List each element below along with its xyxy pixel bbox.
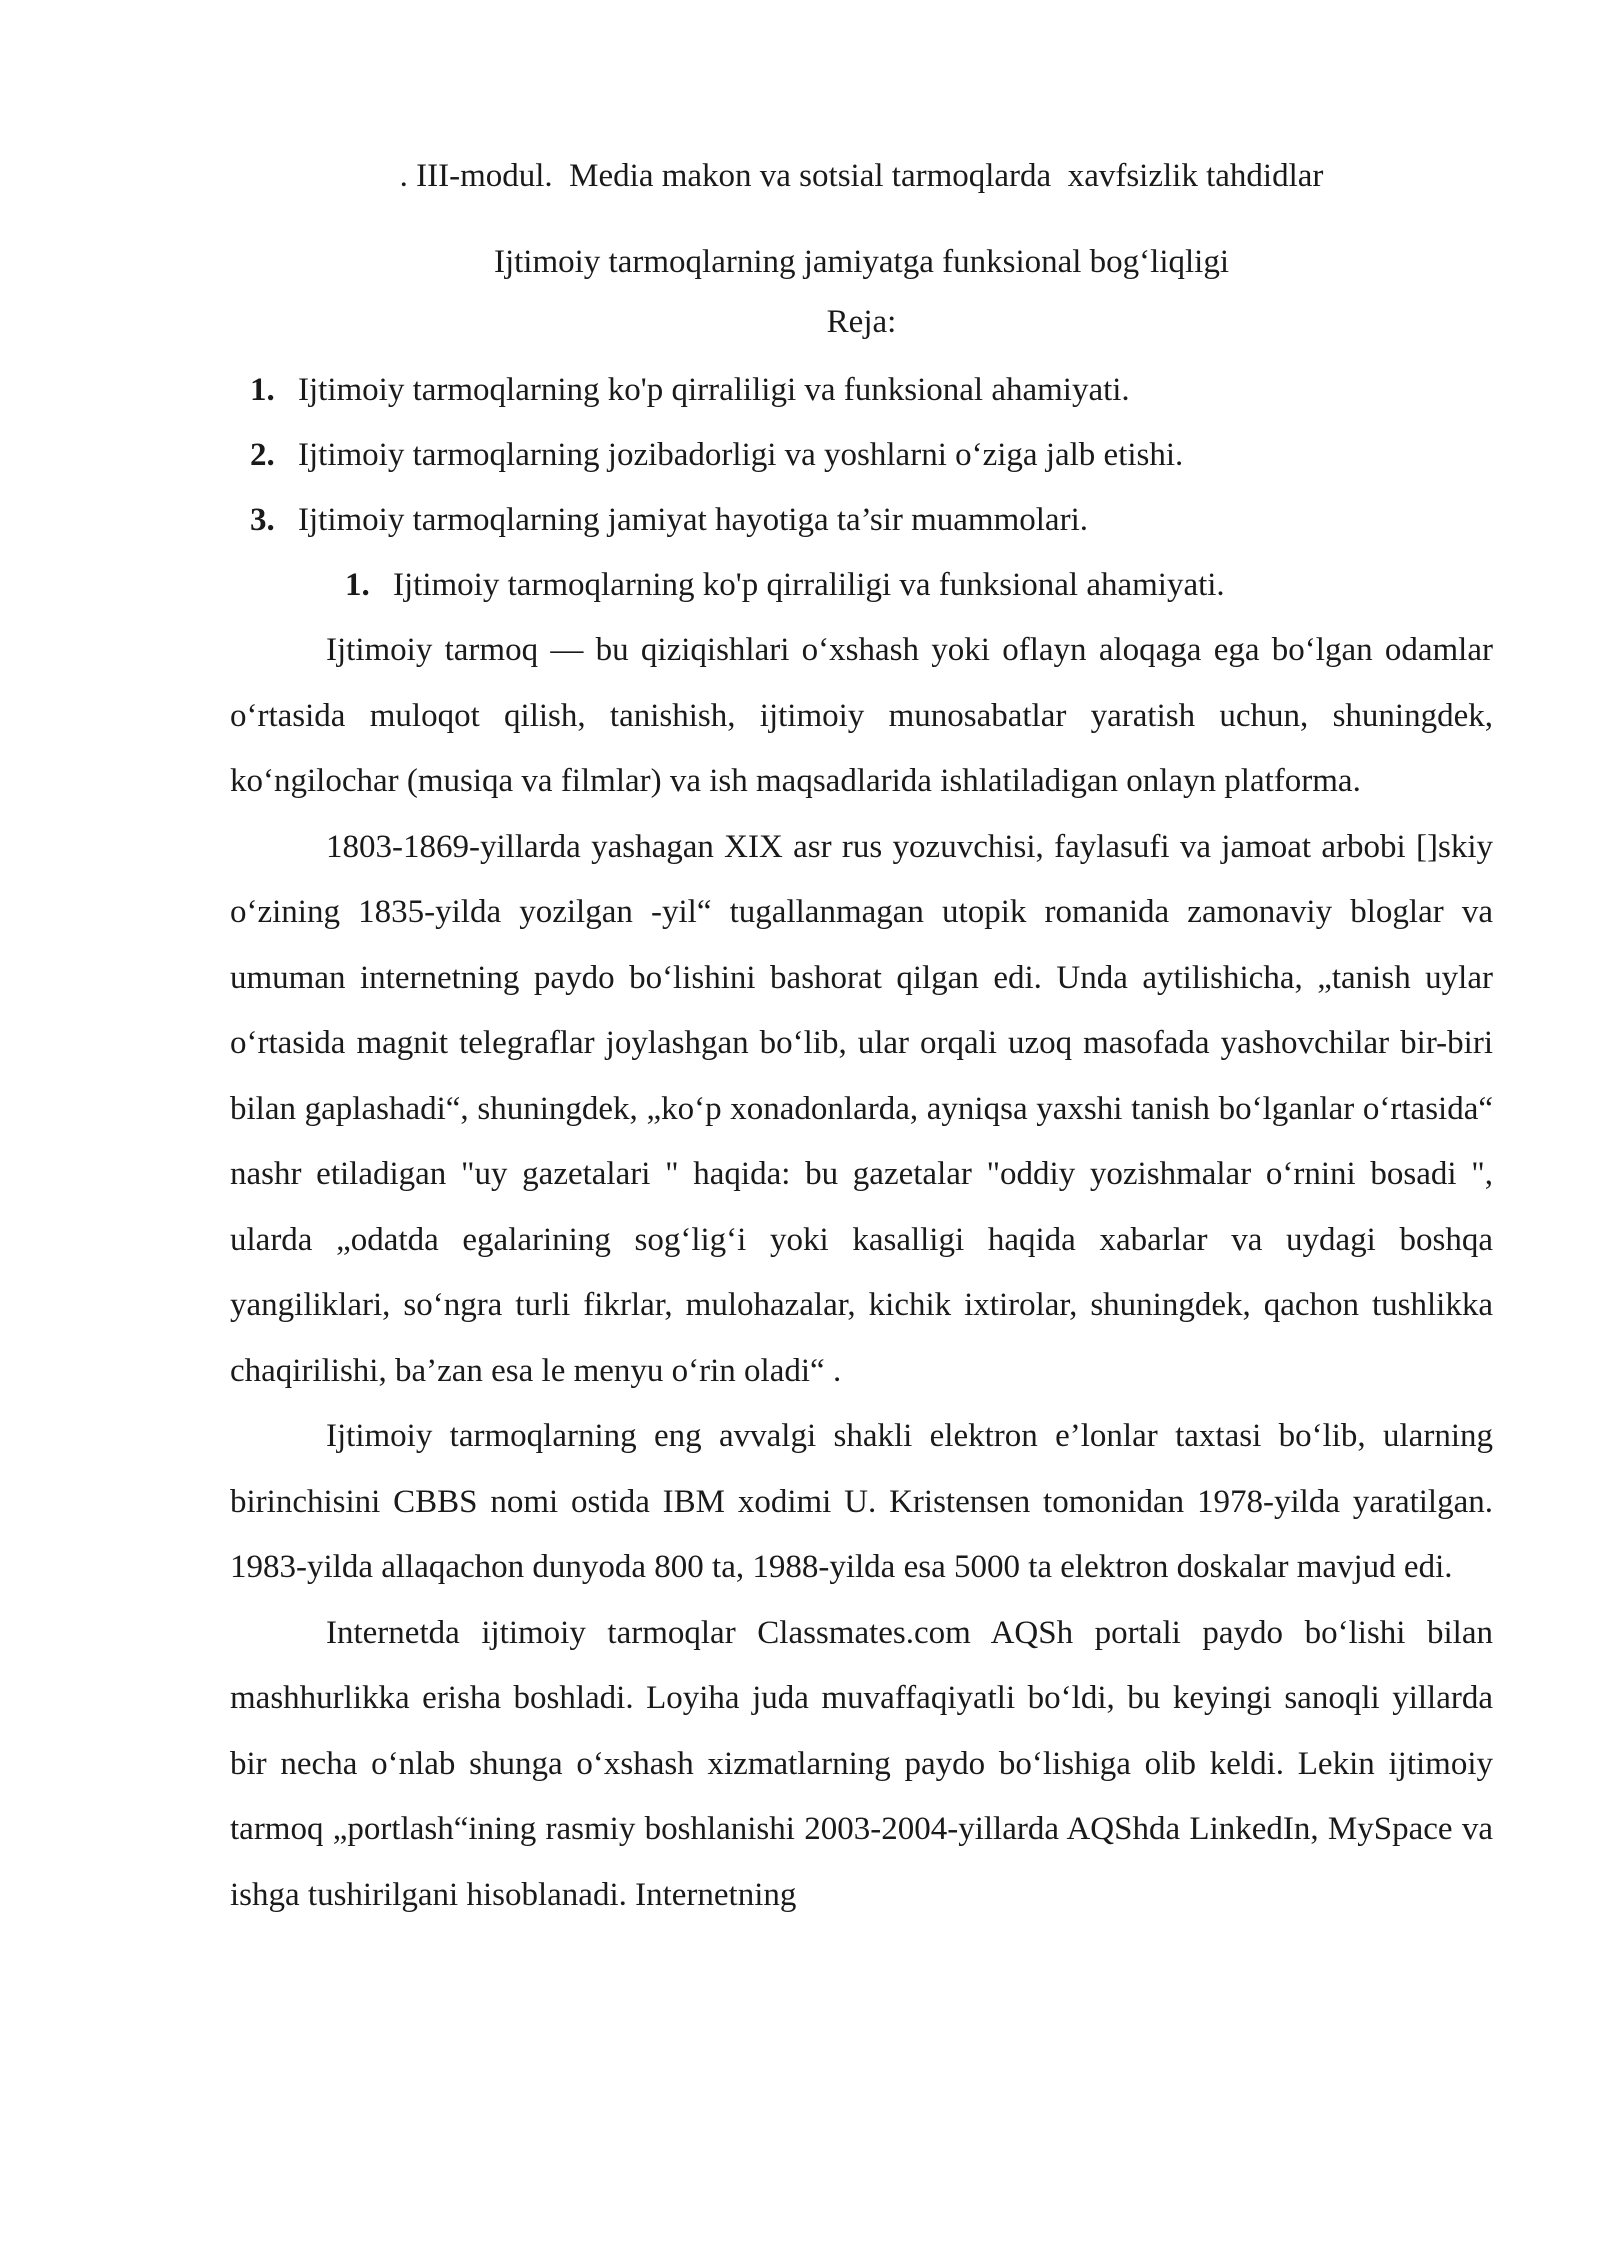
plan-heading: Reja: [826,304,897,340]
document-body [230,150,1493,1928]
plan-item-number: 1. [250,372,275,408]
plan-item-number: 2. [250,437,275,473]
body-paragraph: Internetda ijtimoiy tarmoqlar Classmates.com AQSh portali paydo bo‘lishi bilan mashhurlikka erisha boshladi. Loyiha juda muvaffaqiyatli bo‘ldi, bu keyingi sanoqli yillarda bir necha o‘nlab shunga o‘xshash xizmatlarning paydo bo‘lishiga olib keldi. Lekin ijtimoiy tarmoq „portlash“ining rasmiy boshlanishi 2003-2004-yillarda AQShda LinkedIn, MySpace va ishga tushirilgani hisoblanadi. Internetning [230,1614,1493,1913]
body-paragraph: 1803-1869-yillarda yashagan XIX asr rus yozuvchisi, faylasufi va jamoat arbobi []skiy o‘zining 1835-yilda yozilgan -yil“ tugallanmagan utopik romanida zamonaviy bloglar va umuman internetning paydo bo‘lishini bashorat qilgan edi. Unda aytilishicha, „tanish uylar o‘rtasida magnit telegraflar joylashgan bo‘lib, ular orqali uzoq masofada yashovchilar bir-biri bilan gaplashadi“, shuningdek, „ko‘p xonadonlarda, ayniqsa yaxshi tanish bo‘lganlar o‘rtasida“ nashr etiladigan "uy gazetalari " haqida: bu gazetalar "oddiy yozishmalar o‘rnini bosadi ", ularda „odatda egalarining sog‘lig‘i yoki kasalligi haqida xabarlar va uydagi boshqa yangiliklari, so‘ngra turli fikrlar, mulohazalar, kichik ixtirolar, shuningdek, qachon tushlikka chaqirilishi, ba’zan esa le menyu o‘rin oladi“ . [230,828,1493,1389]
section-heading [230,553,1493,618]
body-paragraph: Ijtimoiy tarmoqlarning eng avvalgi shakli elektron e’lonlar taxtasi bo‘lib, ularning birinchisini CBBS nomi ostida IBM xodimi U. Kristensen tomonidan 1978-yilda yaratilgan. 1983-yilda allaqachon dunyoda 800 ta, 1988-yilda esa 5000 ta elektron doskalar mavjud edi. [230,1418,1493,1585]
plan-item [230,358,1493,423]
plan-item-text: Ijtimoiy tarmoqlarning jamiyat hayotiga ta’sir muammolari. [298,502,1088,538]
plan-item [230,488,1493,553]
topic-title: Ijtimoiy tarmoqlarning jamiyatga funksional bog‘liqligi [493,244,1230,280]
plan-item-text: Ijtimoiy tarmoqlarning jozibadorligi va yoshlarni o‘ziga jalb etishi. [298,437,1184,473]
module-title: . III-modul. Media makon va sotsial tarmoqlarda xavfsizlik tahdidlar [399,158,1324,194]
body-paragraph: Ijtimoiy tarmoq — bu qiziqishlari o‘xshash yoki oflayn aloqaga ega bo‘lgan odamlar o‘rtasida muloqot qilish, tanishish, ijtimoiy munosabatlar yaratish uchun, shuningdek, ko‘ngilochar (musiqa va filmlar) va ish maqsadlarida ishlatiladigan onlayn platforma. [230,632,1493,799]
section-heading-text: Ijtimoiy tarmoqlarning ko'p qirraliligi va funksional ahamiyati. [393,567,1225,603]
plan-item-number: 3. [250,502,275,538]
plan-list [230,358,1493,553]
plan-item-text: Ijtimoiy tarmoqlarning ko'p qirraliligi va funksional ahamiyati. [298,372,1130,408]
plan-item [230,423,1493,488]
section-heading-number: 1. [345,567,370,603]
